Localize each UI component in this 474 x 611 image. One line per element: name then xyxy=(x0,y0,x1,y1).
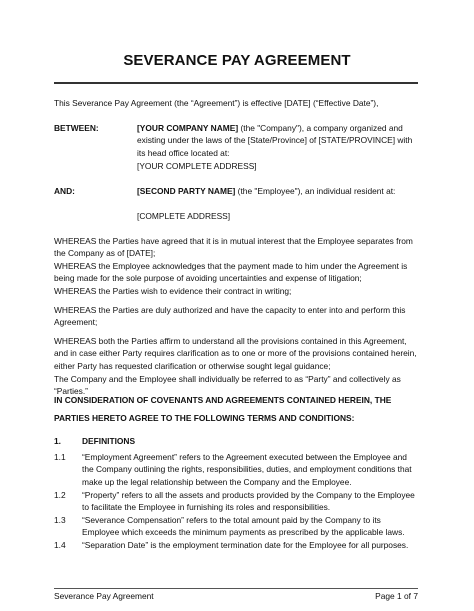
footer-divider xyxy=(54,588,418,589)
whereas-clause: WHEREAS the Parties are duly authorized and have the capacity to enter into and perform this Agreement; xyxy=(54,305,406,328)
second-party-name-placeholder: [SECOND PARTY NAME] xyxy=(137,186,236,196)
clause-number: 1.2 xyxy=(54,490,66,500)
document-title: SEVERANCE PAY AGREEMENT xyxy=(123,52,351,69)
whereas-clause: WHEREAS the Parties have agreed that it is in mutual interest that the Employee separates from the Company as of [DATE]; xyxy=(54,236,413,259)
intro-paragraph: This Severance Pay Agreement (the “Agreement”) is effective [DATE] (“Effective Date”), xyxy=(54,98,379,108)
company-address: [YOUR COMPLETE ADDRESS] xyxy=(137,161,257,171)
consideration-clause: IN CONSIDERATION OF COVENANTS AND AGREEMENTS CONTAINED HEREIN, THE PARTIES HERETO AGREE TO THE FOLLOWING TERMS AND CONDITIONS: xyxy=(54,395,392,423)
company-description: (the "Company"), a company organized and existing under the laws of the [State/Province] of [STATE/PROVINCE] with its head office located at: xyxy=(137,123,413,158)
parties-reference: The Company and the Employee shall individually be referred to as “Party” and collectively as “Parties.” xyxy=(54,374,401,397)
clause-number: 1.4 xyxy=(54,540,66,550)
clause-text: “Employment Agreement” refers to the Agreement executed between the Employee and the Company outlining the rights, responsibilities, duties, and employment conditions that make up the legal relationship between the Company and the Employee. xyxy=(82,452,412,487)
employee-address: [COMPLETE ADDRESS] xyxy=(137,211,231,221)
and-label: AND: xyxy=(54,186,75,196)
whereas-clause: WHEREAS the Parties wish to evidence their contract in writing; xyxy=(54,286,292,296)
between-label: BETWEEN: xyxy=(54,123,99,133)
whereas-clause: WHEREAS both the Parties affirm to understand all the provisions contained in this Agreement, and in case either Party requires clarification as to one or more of the provisions contained herein, either Party has requested clarification or otherwise sought legal guidance; xyxy=(54,336,417,371)
company-name-placeholder: [YOUR COMPANY NAME] xyxy=(137,123,239,133)
title-divider xyxy=(54,82,418,84)
employee-description: (the "Employee"), an individual resident at: xyxy=(235,186,396,196)
clause-text: “Severance Compensation” refers to the total amount paid by the Company to its Employee which exceeds the minimum payments as prescribed by the applicable laws. xyxy=(82,515,405,538)
section-number: 1. xyxy=(54,436,61,446)
between-party-description xyxy=(137,122,419,159)
footer-page-number: Page 1 of 7 xyxy=(375,591,418,601)
and-party-description xyxy=(137,185,419,197)
section-heading: DEFINITIONS xyxy=(82,436,136,446)
footer-document-name: Severance Pay Agreement xyxy=(54,591,154,601)
whereas-clause: WHEREAS the Employee acknowledges that the payment made to him under the Agreement is being made for the sole purpose of avoiding uncertainties and expense of litigation; xyxy=(54,261,408,284)
clause-number: 1.3 xyxy=(54,515,66,525)
clause-text: “Separation Date” is the employment termination date for the Employee for all purposes. xyxy=(82,540,409,550)
clause-text: “Property” refers to all the assets and products provided by the Company to the Employee to facilitate the Employee in furnishing its roles and responsibilities. xyxy=(82,490,415,513)
clause-number: 1.1 xyxy=(54,452,66,462)
